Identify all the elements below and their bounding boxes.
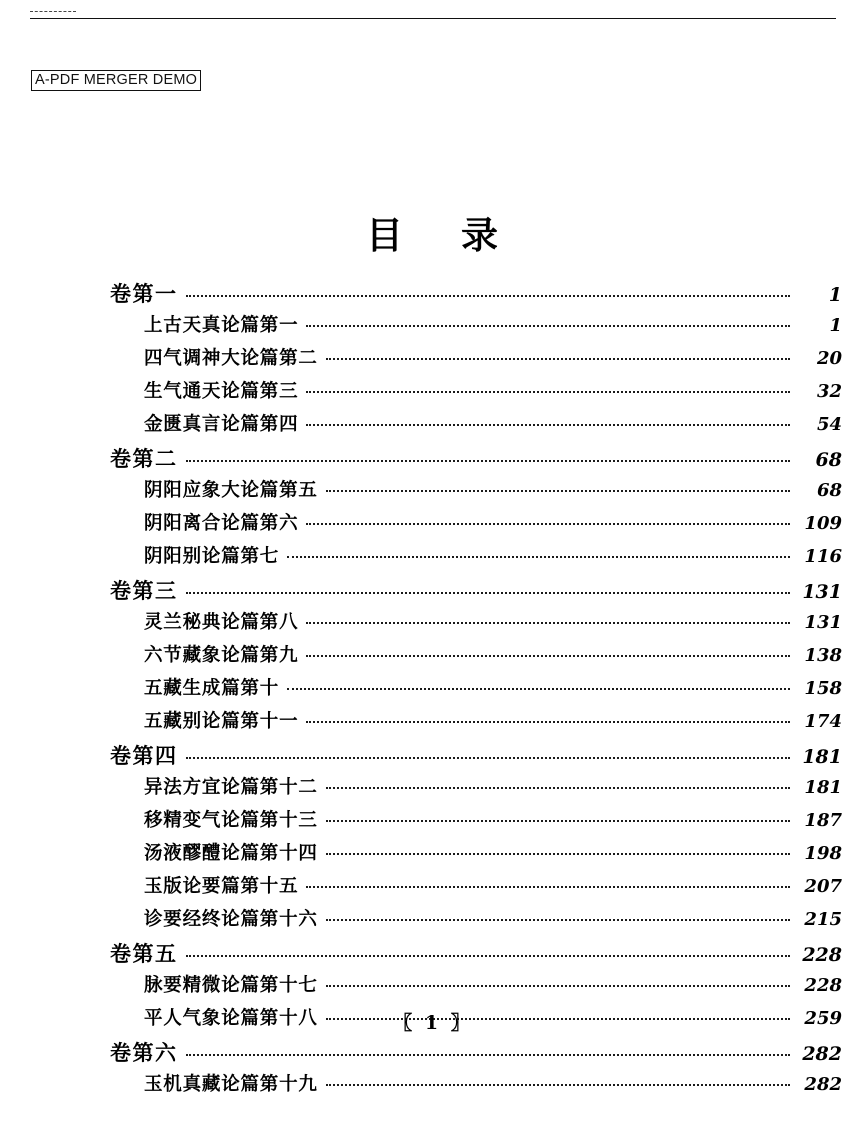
toc-entry-label: 阴阳离合论篇第六	[144, 513, 299, 534]
toc-entry-label: 平人气象论篇第十八	[144, 1008, 318, 1029]
toc-page-number: 181	[804, 777, 842, 798]
toc-entry-label: 汤液醪醴论篇第十四	[144, 843, 318, 864]
toc-chapter-row[interactable]	[144, 905, 866, 938]
toc-page-number-cell	[796, 843, 866, 864]
toc-chapter-row[interactable]	[144, 311, 866, 344]
toc-page-number: 174	[804, 711, 842, 732]
toc-entry-label: 卷第一	[110, 282, 178, 306]
toc-chapter-row[interactable]	[144, 1070, 866, 1103]
toc-entry-label: 金匮真言论篇第四	[144, 414, 299, 435]
toc-page-number: 68	[816, 480, 842, 501]
page-top-rule	[30, 18, 836, 19]
toc-leader-dots	[186, 459, 791, 462]
toc-leader-dots	[186, 591, 791, 594]
toc-leader-dots	[186, 756, 791, 759]
toc-page-number-cell	[796, 480, 866, 501]
toc-page-number: 116	[804, 546, 842, 567]
toc-chapter-row[interactable]	[144, 542, 866, 575]
toc-entry-label: 卷第五	[110, 942, 178, 966]
toc-leader-dots	[186, 294, 791, 297]
toc-entry-label: 生气通天论篇第三	[144, 381, 299, 402]
toc-page-number: 228	[804, 975, 842, 996]
toc-entry-label: 四气调神大论篇第二	[144, 348, 318, 369]
toc-entry-label: 阴阳别论篇第七	[144, 546, 280, 567]
toc-leader-dots	[306, 423, 790, 426]
toc-page-number: 228	[802, 944, 842, 966]
toc-page-number-cell	[796, 645, 866, 666]
toc-leader-dots	[306, 885, 790, 888]
page-top-dash-rule	[30, 11, 76, 12]
toc-leader-dots	[326, 357, 790, 360]
toc-entry-label: 卷第六	[110, 1041, 178, 1065]
toc-entry-label: 玉版论要篇第十五	[144, 876, 299, 897]
toc-page-number-cell	[796, 711, 866, 732]
toc-entry-label: 异法方宜论篇第十二	[144, 777, 318, 798]
toc-entry-label: 灵兰秘典论篇第八	[144, 612, 299, 633]
toc-leader-dots	[287, 555, 790, 558]
toc-page-number-cell	[796, 746, 866, 768]
toc-page-number-cell	[796, 581, 866, 603]
toc-chapter-row[interactable]	[144, 410, 866, 443]
toc-page-number-cell	[796, 546, 866, 567]
toc-page-number: 131	[802, 581, 842, 603]
toc-chapter-row[interactable]	[144, 707, 866, 740]
toc-volume-row[interactable]	[110, 1037, 866, 1070]
toc-page-number-cell	[796, 678, 866, 699]
toc-page-number: 109	[804, 513, 842, 534]
toc-entry-label: 卷第二	[110, 447, 178, 471]
toc-chapter-row[interactable]	[144, 377, 866, 410]
toc-page-number: 20	[816, 348, 842, 369]
toc-page-number-cell	[796, 777, 866, 798]
toc-leader-dots	[306, 324, 790, 327]
table-of-contents	[0, 278, 866, 1103]
watermark-badge: A-PDF MERGER DEMO	[31, 70, 201, 91]
toc-page-number-cell	[796, 284, 866, 306]
toc-leader-dots	[186, 1053, 791, 1056]
toc-leader-dots	[326, 819, 790, 822]
toc-page-number: 138	[804, 645, 842, 666]
toc-entry-label: 上古天真论篇第一	[144, 315, 299, 336]
toc-page-number: 282	[802, 1043, 842, 1065]
toc-entry-label: 卷第四	[110, 744, 178, 768]
toc-page-number: 282	[804, 1074, 842, 1095]
toc-page-number: 68	[815, 449, 842, 471]
toc-volume-row[interactable]	[110, 443, 866, 476]
toc-page-number-cell	[796, 414, 866, 435]
toc-leader-dots	[287, 687, 790, 690]
toc-page-number: 259	[804, 1008, 842, 1029]
toc-page-number-cell	[796, 810, 866, 831]
toc-entry-label: 诊要经终论篇第十六	[144, 909, 318, 930]
page-title-right: 录	[461, 214, 500, 257]
toc-volume-row[interactable]	[110, 938, 866, 971]
toc-page-number-cell	[796, 449, 866, 471]
toc-chapter-row[interactable]	[144, 872, 866, 905]
toc-page-number: 198	[804, 843, 842, 864]
toc-page-number: 215	[804, 909, 842, 930]
toc-page-number-cell	[796, 348, 866, 369]
toc-chapter-row[interactable]	[144, 839, 866, 872]
toc-page-number: 1	[829, 315, 842, 336]
toc-entry-label: 五藏生成篇第十	[144, 678, 280, 699]
toc-volume-row[interactable]	[110, 278, 866, 311]
toc-chapter-row[interactable]	[144, 641, 866, 674]
toc-page-number-cell	[796, 381, 866, 402]
toc-page-number-cell	[796, 975, 866, 996]
toc-chapter-row[interactable]	[144, 344, 866, 377]
toc-entry-label: 五藏别论篇第十一	[144, 711, 299, 732]
toc-page-number-cell	[796, 909, 866, 930]
toc-page-number-cell	[796, 1074, 866, 1095]
toc-page-number: 1	[828, 284, 842, 306]
toc-chapter-row[interactable]	[144, 971, 866, 1004]
toc-leader-dots	[306, 621, 790, 624]
toc-chapter-row[interactable]	[144, 476, 866, 509]
toc-entry-label: 卷第三	[110, 579, 178, 603]
page-title-left: 目	[366, 214, 405, 257]
toc-volume-row[interactable]	[110, 575, 866, 608]
toc-leader-dots	[326, 489, 790, 492]
toc-entry-label: 阴阳应象大论篇第五	[144, 480, 318, 501]
toc-page-number-cell	[796, 315, 866, 336]
toc-page-number: 207	[804, 876, 842, 897]
toc-entry-label: 六节藏象论篇第九	[144, 645, 299, 666]
toc-leader-dots	[306, 654, 790, 657]
toc-page-number: 187	[804, 810, 842, 831]
toc-page-number-cell	[796, 1043, 866, 1065]
toc-page-number-cell	[796, 513, 866, 534]
toc-page-number: 131	[804, 612, 842, 633]
toc-leader-dots	[306, 390, 790, 393]
toc-page-number-cell	[796, 876, 866, 897]
toc-leader-dots	[326, 984, 790, 987]
toc-page-number-cell	[796, 944, 866, 966]
toc-entry-label: 玉机真藏论篇第十九	[144, 1074, 318, 1095]
toc-volume-row[interactable]	[110, 740, 866, 773]
toc-chapter-row[interactable]	[144, 773, 866, 806]
toc-chapter-row[interactable]	[144, 806, 866, 839]
toc-page-number-cell	[796, 612, 866, 633]
toc-leader-dots	[326, 852, 790, 855]
toc-leader-dots	[326, 1083, 790, 1086]
toc-chapter-row[interactable]	[144, 608, 866, 641]
toc-page-number: 158	[804, 678, 842, 699]
toc-page-number: 32	[816, 381, 842, 402]
toc-leader-dots	[306, 720, 790, 723]
toc-leader-dots	[326, 786, 790, 789]
toc-page-number: 54	[816, 414, 842, 435]
toc-entry-label: 移精变气论篇第十三	[144, 810, 318, 831]
toc-chapter-row[interactable]	[144, 509, 866, 542]
toc-chapter-row[interactable]	[144, 674, 866, 707]
page-footer-number: 〖 1 〗	[393, 1012, 473, 1034]
toc-leader-dots	[186, 954, 791, 957]
toc-entry-label: 脉要精微论篇第十七	[144, 975, 318, 996]
toc-leader-dots	[326, 918, 790, 921]
toc-leader-dots	[306, 522, 790, 525]
toc-page-number: 181	[802, 746, 842, 768]
page-title	[0, 205, 866, 259]
